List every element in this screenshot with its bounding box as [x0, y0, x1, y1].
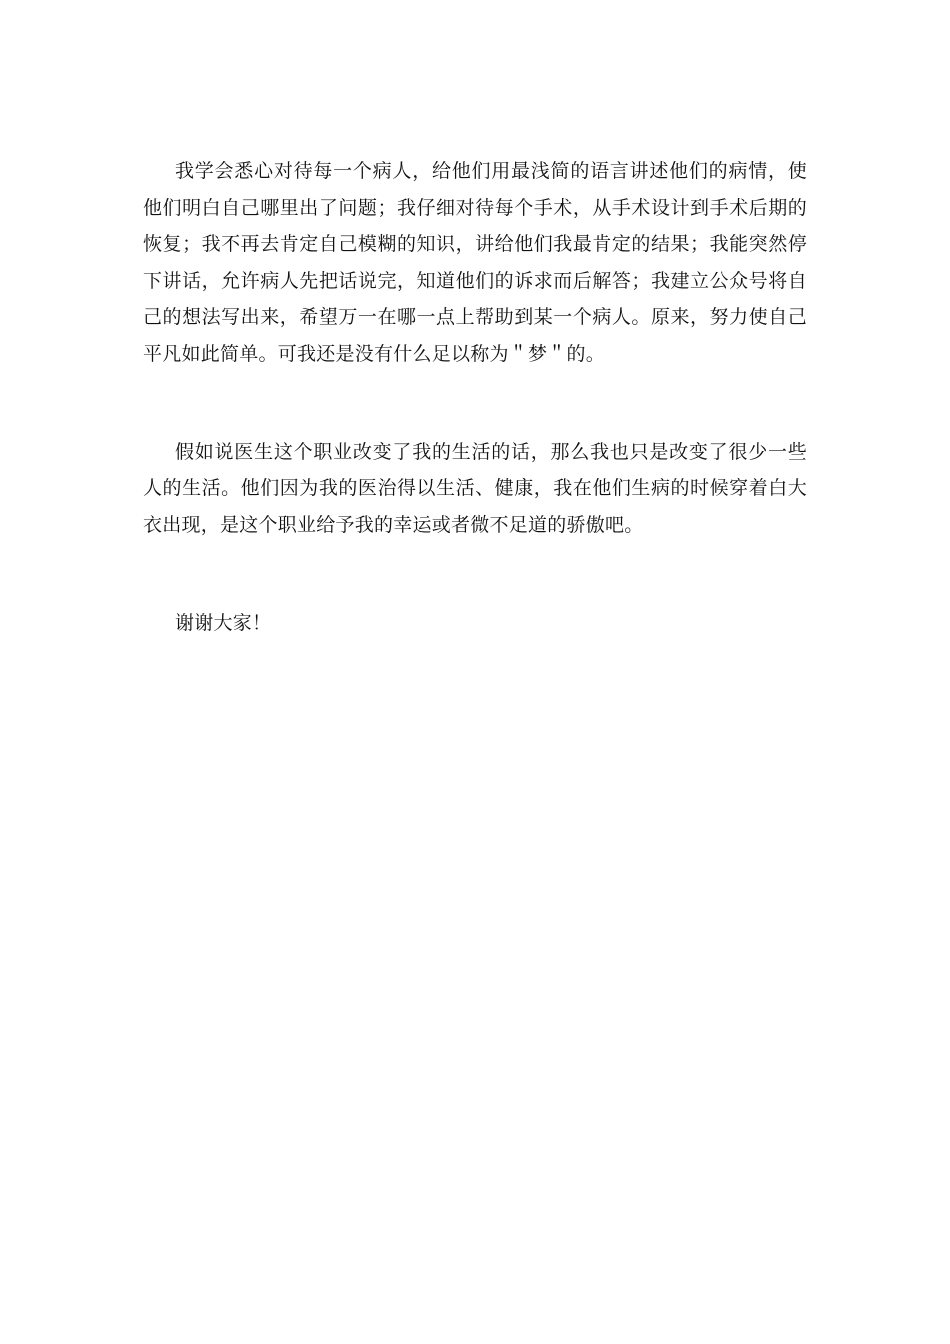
document-body — [143, 153, 807, 642]
paragraph-closing: 谢谢大家！ — [175, 612, 272, 635]
paragraph-2: 假如说医生这个职业改变了我的生活的话，那么我也只是改变了很少一些人的生活。他们因为我的医治得以生活、健康，我在他们生病的时候穿着白大衣出现，是这个职业给予我的幸运或者微不足道的骄傲吧。 — [143, 440, 807, 536]
paragraph-1: 我学会悉心对待每一个病人，给他们用最浅简的语言讲述他们的病情，使他们明白自己哪里出了问题；我仔细对待每个手术，从手术设计到手术后期的恢复；我不再去肯定自己模糊的知识，讲给他们我最肯定的结果；我能突然停下讲话，允许病人先把话说完，知道他们的诉求而后解答；我建立公众号将自己的想法写出来，希望万一在哪一点上帮助到某一个病人。原来，努力使自己平凡如此简单。可我还是没有什么足以称为＂梦＂的。 — [143, 160, 807, 365]
